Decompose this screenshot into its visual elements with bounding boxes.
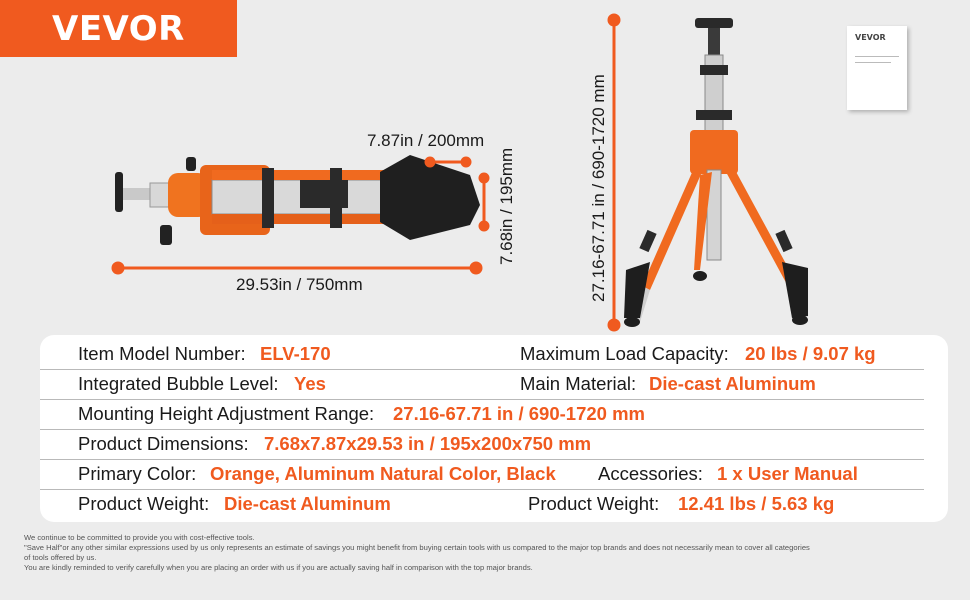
folded-tripod-image [115, 155, 480, 245]
spec-label: Primary Color: [78, 463, 197, 484]
spec-value: ELV-170 [260, 343, 331, 364]
spec-row [40, 399, 924, 430]
spec-row [40, 339, 924, 370]
spec-value: 12.41 lbs / 5.63 kg [678, 493, 835, 514]
disclaimer-line: We continue to be committed to provide you with cost-effective tools. [24, 533, 255, 542]
spec-row [40, 369, 924, 400]
spec-label: Product Weight: [78, 493, 210, 514]
spec-value: Yes [294, 373, 326, 394]
disclaimer-line: You are kindly reminded to verify carefully when you are placing an order with us if you are actually saving half in comparison with the top major brands. [24, 563, 533, 572]
spec-label: Accessories: [598, 463, 703, 484]
manual-brand-text: VEVOR [855, 33, 886, 42]
spec-label: Maximum Load Capacity: [520, 343, 729, 364]
spec-value: 20 lbs / 9.07 kg [745, 343, 876, 364]
user-manual-image [847, 26, 907, 110]
spec-label: Product Dimensions: [78, 433, 249, 454]
spec-row [40, 429, 924, 460]
spec-row [40, 459, 924, 490]
spec-value: 1 x User Manual [717, 463, 858, 484]
spec-label: Main Material: [520, 373, 637, 394]
spec-table [40, 335, 948, 522]
spec-value: Orange, Aluminum Natural Color, Black [210, 463, 556, 484]
extended-tripod-image [624, 18, 808, 327]
dimension-height-label: 7.68in / 195mm [497, 147, 516, 265]
disclaimer-line: "Save Half"or any other similar expressions used by us only represents an estimate of savings you might benefit from buying certain tools with us compared to the major top brands and does not necessarily mean to cover all categories [24, 543, 810, 552]
dimension-extended-height-label: 27.16-67.71 in / 690-1720 mm [589, 74, 608, 302]
brand-logo-text: VEVOR [52, 8, 185, 49]
spec-label: Integrated Bubble Level: [78, 373, 279, 394]
spec-value: 27.16-67.71 in / 690-1720 mm [393, 403, 645, 424]
spec-row [40, 489, 924, 519]
dimension-width-label: 7.87in / 200mm [367, 131, 485, 150]
spec-value: Die-cast Aluminum [224, 493, 391, 514]
disclaimer-line: of tools offered by us. [24, 553, 97, 562]
spec-value: 7.68x7.87x29.53 in / 195x200x750 mm [264, 433, 592, 454]
spec-label: Product Weight: [528, 493, 660, 514]
spec-label: Item Model Number: [78, 343, 246, 364]
spec-value: Die-cast Aluminum [649, 373, 816, 394]
spec-label: Mounting Height Adjustment Range: [78, 403, 375, 424]
dimension-length-label: 29.53in / 750mm [236, 275, 363, 294]
disclaimer [24, 533, 954, 573]
